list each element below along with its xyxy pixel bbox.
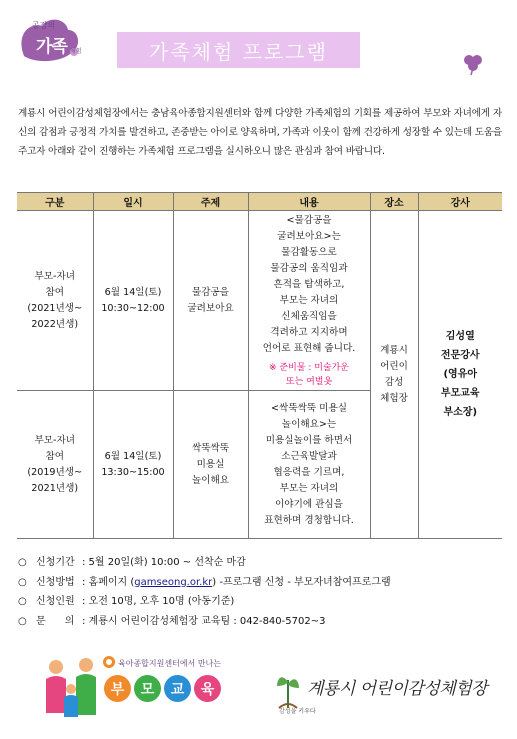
parent-education-caption: 육아종합지원센터에서 만나는 — [118, 659, 222, 668]
note-method — [18, 573, 391, 593]
note-period-label: 신청기간 — [36, 557, 75, 568]
pill-mo: 모 — [134, 675, 161, 702]
program-table — [17, 192, 502, 539]
row1-content: <물감공을 굴려보아요>는 물감활동으로 물감공의 움직임과 흔적을 탐색하고, 부모는 자녀의 신체움직임을 격려하고 지지하며 언어로 표현해 줍니다. — [262, 214, 356, 354]
bullet-icon: ○ — [18, 596, 27, 607]
lecturer-cell: 김성열 전문강사 (영유아 부모교육 부소장) — [418, 211, 502, 539]
header-place: 장소 — [370, 193, 418, 211]
note-count — [18, 592, 391, 612]
header-category: 구분 — [17, 193, 93, 211]
page-title: 가족체험 프로그램 — [149, 39, 328, 64]
center-slogan: 감성을 키우다 — [279, 708, 316, 715]
header-content: 내용 — [248, 193, 370, 211]
row1-content-cell — [248, 211, 370, 391]
row1-datetime: 6월 14일(토) 10:30~12:00 — [93, 211, 173, 391]
center-name: 계룡시 어린이감성체험장 — [307, 679, 488, 699]
bullet-icon: ○ — [18, 557, 27, 568]
note-method-suffix: ) -프로그램 신청 - 부모자녀참여프로그램 — [212, 576, 391, 588]
row1-category: 부모-자녀 참여 (2021년생~ 2022년생) — [17, 211, 93, 391]
family-logo — [14, 16, 84, 62]
sprout-icon — [102, 655, 116, 669]
parent-education-logo — [42, 655, 252, 727]
pill-bu: 부 — [104, 675, 131, 702]
row2-datetime: 6월 14일(토) 13:30~15:00 — [93, 391, 173, 539]
title-banner — [117, 32, 360, 68]
family-figures-icon — [42, 655, 102, 725]
bullet-icon: ○ — [18, 576, 27, 588]
header-lecturer: 강사 — [418, 193, 502, 211]
pill-gyo: 교 — [164, 675, 191, 702]
note-period — [18, 553, 391, 573]
clover-icon — [460, 52, 486, 76]
place-cell: 계룡시 어린이 감성 체험장 — [370, 211, 418, 539]
logo-small-text: 공감의 — [32, 21, 56, 30]
note-method-label: 신청방법 — [36, 576, 75, 588]
logo-big-text: 가족 — [36, 37, 67, 57]
header-datetime: 일시 — [93, 193, 173, 211]
row1-topic: 물감공을 굴려보아요 — [173, 211, 248, 391]
row1-preparation: ※ 준비물 : 미술가운 또는 여벌옷 — [268, 362, 349, 387]
note-count-value: : 오전 10명, 오후 10명 (아동기준) — [82, 596, 235, 607]
intro-paragraph: 계룡시 어린이감성체험장에서는 충남육아종합지원센터와 함께 다양한 가족체험의 기회를 제공하여 부모와 자녀에게 자신의 감점과 긍정적 가치를 발견하고, 존중받는 아이로 양육하며, 가족과 이웃이 함께 건강하게 성장할 수 있는데 도움을 주고자 아래와 같이 진행하는 가족체험 프로그램을 실시하오니 많은 관심과 참여 바랍니다. — [18, 108, 502, 157]
note-inquiry-value: : 계룡시 어린이감성체험장 교육팀 : 042-840-5702~3 — [82, 615, 326, 627]
plant-icon — [273, 670, 303, 710]
header-topic: 주제 — [173, 193, 248, 211]
note-period-value: : 5월 20일(화) 10:00 ~ 선착순 마감 — [82, 557, 246, 568]
table-header-row — [17, 193, 502, 211]
note-inquiry-label: 문 의 — [36, 615, 75, 627]
homepage-link[interactable]: gamseong.or.kr — [134, 576, 213, 588]
logo-mini-text: 체험 — [70, 48, 82, 55]
note-count-label: 신청인원 — [36, 596, 75, 607]
row2-topic: 싹뚝싹뚝 미용실 놀이해요 — [173, 391, 248, 539]
row2-category: 부모-자녀 참여 (2019년생~ 2021년생) — [17, 391, 93, 539]
note-method-prefix: : 홈페이지 ( — [82, 576, 135, 588]
note-inquiry — [18, 612, 391, 632]
application-notes — [18, 553, 391, 631]
center-logo — [265, 670, 505, 720]
pill-yuk: 육 — [194, 675, 221, 702]
bullet-icon: ○ — [18, 615, 27, 627]
row2-content: <싹뚝싹뚝 미용실 놀이해요>는 미용실놀이를 하면서 소근육발달과 협응력을 기르며, 부모는 자녀의 이야기에 관심을 표현하며 경청합니다. — [248, 391, 370, 539]
table-row — [17, 211, 502, 391]
